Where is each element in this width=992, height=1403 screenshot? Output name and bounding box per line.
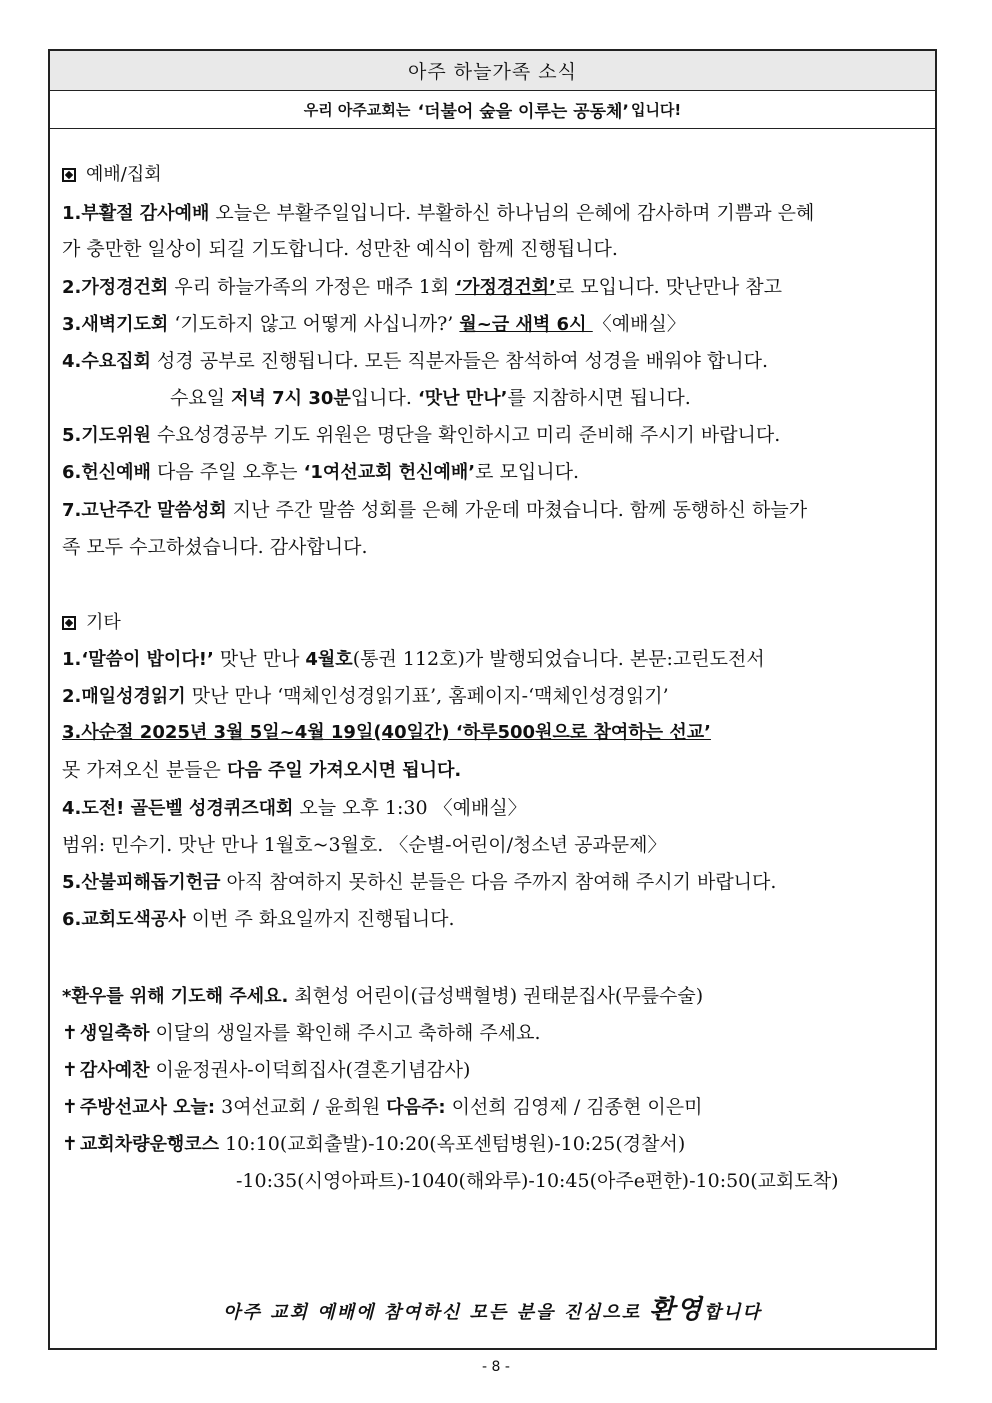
birthday-note: ✝ 생일축하 이달의 생일자를 확인해 주시고 축하해 주세요. (62, 1022, 541, 1044)
page-number: - 8 - (482, 1359, 510, 1375)
cross-icon: ✝ (62, 1133, 78, 1155)
newsletter-subtitle (50, 91, 935, 129)
cross-icon: ✝ (62, 1022, 78, 1044)
section-heading-worship: 예배/집회 (62, 163, 927, 187)
etc-item-3-cont: 못 가져오신 분들은 다음 주일 가져오시면 됩니다. (62, 759, 462, 781)
etc-item-3: 3.사순절 2025년 3월 5일~4월 19일(40일간) ‘하루500원으로 참여하는 선교’ (62, 722, 711, 743)
etc-item-2: 2.매일성경읽기 맛난 만나 ‘맥체인성경읽기표’, 홈페이지-‘맥체인성경읽기’ (62, 685, 669, 707)
worship-item-4: 4.수요집회 성경 공부로 진행됩니다. 모든 직분자들은 참석하여 성경을 배워야 합니다. (62, 350, 768, 372)
worship-item-4-cont: 수요일 저녁 7시 30분입니다. ‘맛난 만나’를 지참하시면 됩니다. (170, 387, 691, 409)
shuttle-note-cont: -10:35(시영아파트)-1040(해와루)-10:45(아주e편한)-10:50(교회도착) (236, 1170, 839, 1192)
newsletter-frame (48, 49, 937, 1350)
etc-item-6: 6.교회도색공사 이번 주 화요일까지 진행됩니다. (62, 908, 455, 930)
welcome-message: 아주 교회 예배에 참여하신 모든 분을 진심으로 환영합니다 (223, 1295, 762, 1325)
section-heading-etc: 기타 (62, 611, 927, 635)
worship-item-7: 7.고난주간 말씀성회 지난 주간 말씀 성회를 은혜 가운데 마쳤습니다. 함께 동행하신 하늘가 (62, 499, 808, 521)
etc-item-4-cont: 범위: 민수기. 맛난 만나 1월호~3월호. 〈순별-어린이/청소년 공과문제〉 (62, 834, 667, 856)
etc-item-4: 4.도전! 골든벨 성경퀴즈대회 오늘 오후 1:30 〈예배실〉 (62, 797, 527, 819)
square-diamond-icon (62, 168, 76, 182)
cross-icon: ✝ (62, 1096, 78, 1118)
prayer-request: *환우를 위해 기도해 주세요. 최현성 어린이(급성백혈병) 권태분집사(무릎수술) (62, 985, 704, 1007)
worship-item-3: 3.새벽기도회 ‘기도하지 않고 어떻게 사십니까?’ 월~금 새벽 6시 〈예배실〉 (62, 313, 686, 335)
worship-item-5: 5.기도위원 수요성경공부 기도 위원은 명단을 확인하시고 미리 준비해 주시기 바랍니다. (62, 424, 781, 446)
newsletter-title: 아주 하늘가족 소식 (50, 51, 935, 91)
subtitle-post: 입니다! (630, 101, 682, 119)
worship-item-7-cont: 족 모두 수고하셨습니다. 감사합니다. (62, 536, 368, 558)
thanks-note: ✝ 감사예찬 이윤정권사-이덕희집사(결혼기념감사) (62, 1059, 471, 1081)
worship-item-1: 1.부활절 감사예배 오늘은 부활주일입니다. 부활하신 하나님의 은혜에 감사하며 기쁨과 은혜 (62, 202, 815, 224)
subtitle-pre: 우리 아주교회는 (303, 101, 411, 119)
worship-item-1-cont: 가 충만한 일상이 되길 기도합니다. 성만찬 예식이 함께 진행됩니다. (62, 238, 618, 260)
etc-item-1: 1.‘말씀이 밥이다!’ 맛난 만나 4월호(통권 112호)가 발행되었습니다. 본문:고린도전서 (62, 648, 765, 670)
square-diamond-icon (62, 616, 76, 630)
etc-item-5: 5.산불피해돕기헌금 아직 참여하지 못하신 분들은 다음 주까지 참여해 주시기 바랍니다. (62, 871, 777, 893)
worship-item-6: 6.헌신예배 다음 주일 오후는 ‘1여선교회 헌신예배’로 모입니다. (62, 461, 579, 483)
shuttle-note: ✝ 교회차량운행코스 10:10(교회출발)-10:20(옥포센텀병원)-10:25(경찰서) (62, 1133, 686, 1155)
cross-icon: ✝ (62, 1059, 78, 1081)
worship-item-2: 2.가정경건회 우리 하늘가족의 가정은 매주 1회 ‘가정경건회’로 모입니다. 맛난만나 참고 (62, 276, 782, 298)
subtitle-emphasis: ‘더불어 숲을 이루는 공동체’ (417, 102, 629, 122)
kitchen-note: ✝ 주방선교사 오늘: 3여선교회 / 윤희원 다음주: 이선희 김영제 / 김종현 이은미 (62, 1096, 703, 1118)
